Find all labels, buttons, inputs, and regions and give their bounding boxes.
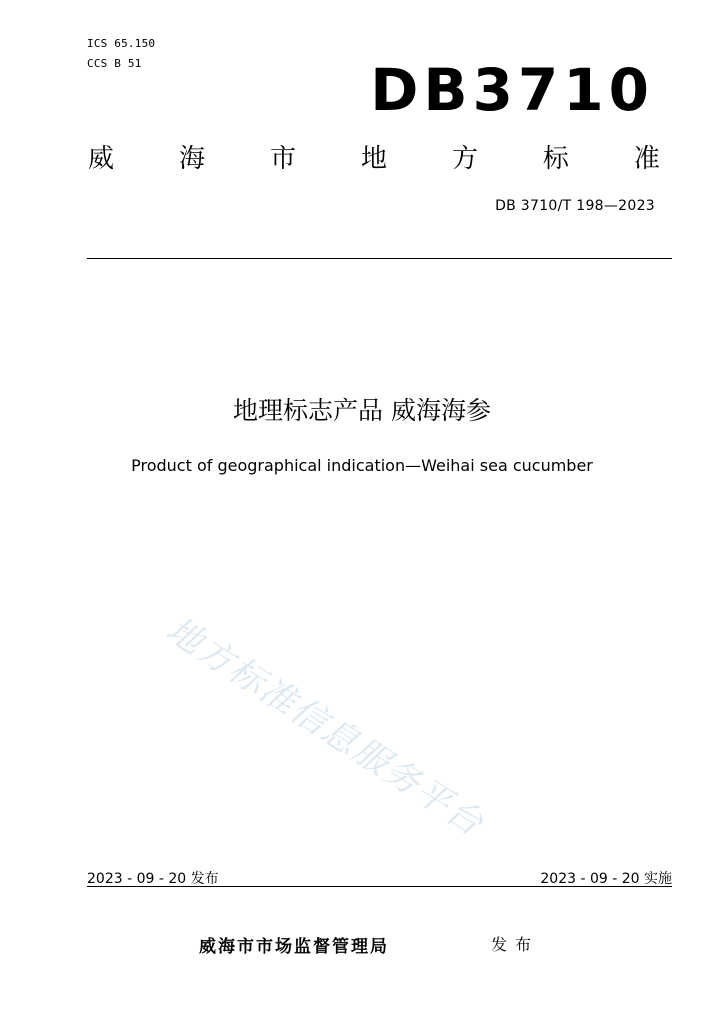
title-english: Product of geographical indication—Weihai sea cucumber bbox=[131, 456, 593, 475]
header-divider bbox=[87, 258, 672, 259]
standard-type-char: 准 bbox=[633, 144, 660, 174]
standard-type bbox=[88, 143, 660, 175]
standard-type-char: 标 bbox=[542, 144, 569, 174]
publish-date: 2023 - 09 - 20 发布 bbox=[87, 871, 219, 887]
footer-divider bbox=[87, 886, 672, 887]
standard-type-char: 方 bbox=[451, 144, 478, 174]
title-chinese: 地理标志产品 威海海参 bbox=[233, 396, 491, 425]
issuer-name: 威海市市场监督管理局 bbox=[199, 937, 389, 957]
standard-type-char: 威 bbox=[88, 144, 115, 174]
standard-type-char: 海 bbox=[178, 144, 205, 174]
issue-label: 发布 bbox=[491, 935, 540, 954]
standard-number: DB 3710/T 198—2023 bbox=[495, 198, 655, 214]
implement-date: 2023 - 09 - 20 实施 bbox=[540, 871, 672, 887]
ccs-code: CCS B 51 bbox=[87, 57, 142, 70]
db-code-title: DB3710 bbox=[370, 56, 654, 124]
standard-type-char: 地 bbox=[360, 144, 387, 174]
standard-type-char: 市 bbox=[269, 144, 296, 174]
ics-code: ICS 65.150 bbox=[87, 37, 156, 50]
watermark: 地方标准信息服务平台 bbox=[158, 609, 491, 845]
